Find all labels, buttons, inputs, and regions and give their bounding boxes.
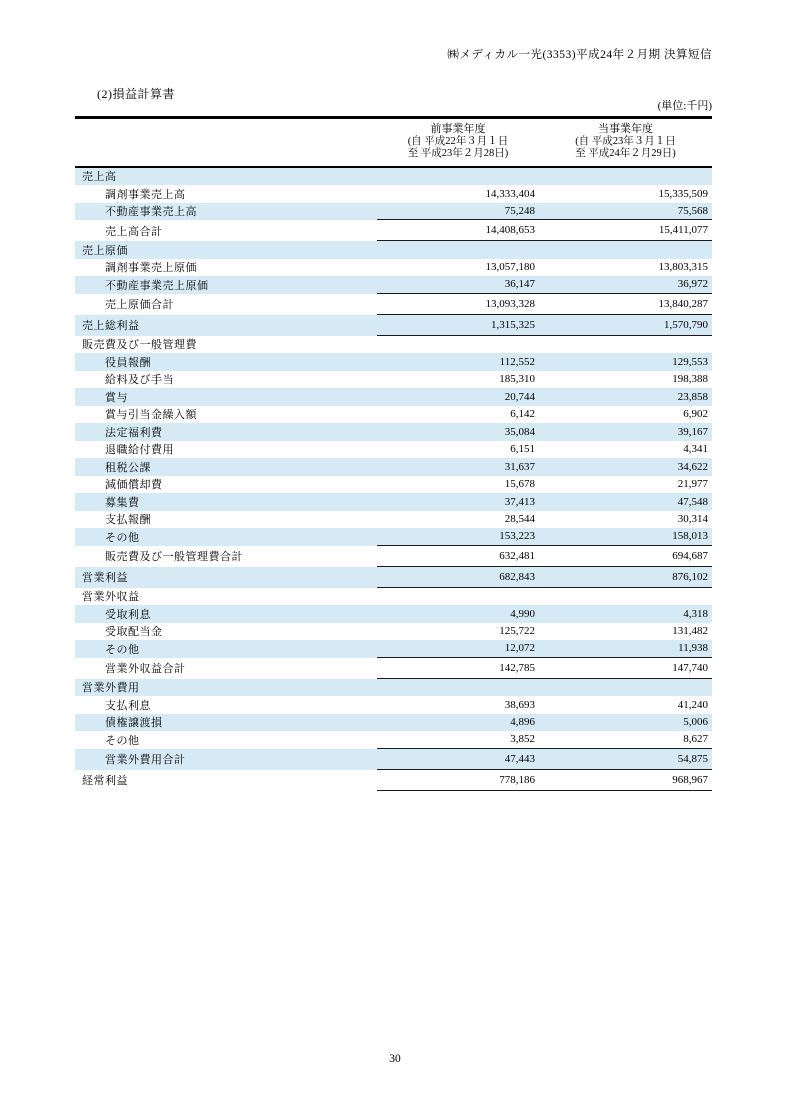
prev-year-value: 31,637 [504, 460, 535, 473]
curr-year-period-to: 至 平成24年２月29日) [575, 148, 676, 159]
curr-year-value: 11,938 [678, 642, 708, 655]
curr-year-value: 34,622 [677, 460, 708, 473]
curr-year-column-header [539, 123, 712, 161]
table-row [75, 185, 712, 203]
table-row [75, 220, 712, 241]
prev-year-value: 185,310 [499, 373, 535, 386]
row-label: その他 [105, 531, 140, 544]
prev-year-title: 前事業年度 [430, 123, 486, 135]
row-values [377, 658, 712, 679]
row-values [377, 371, 712, 389]
row-values [377, 388, 712, 406]
curr-year-value: 30,314 [677, 513, 708, 526]
curr-year-period-from: (自 平成23年３月１日 [575, 135, 676, 147]
row-label: 営業外収益 [82, 591, 140, 604]
row-label: 債権譲渡損 [105, 717, 163, 730]
row-values [377, 714, 712, 732]
document-header: ㈱メディカル一光(3353)平成24年２月期 決算短信 [447, 49, 712, 61]
row-values [377, 696, 712, 714]
prev-year-value: 14,333,404 [485, 187, 535, 200]
curr-year-value: 36,972 [677, 278, 708, 291]
row-label: 調剤事業売上原価 [105, 262, 197, 275]
row-label: 売上原価合計 [105, 299, 174, 311]
row-label: その他 [105, 643, 140, 656]
table-row [75, 696, 712, 714]
table-row [75, 770, 712, 791]
row-values [377, 168, 712, 186]
prev-year-value: 47,443 [504, 752, 535, 765]
row-values [377, 731, 712, 749]
table-header [75, 116, 712, 168]
curr-year-value: 4,318 [683, 607, 708, 620]
label-column-spacer [75, 123, 377, 161]
prev-year-value: 142,785 [499, 661, 535, 674]
income-statement-table [75, 116, 712, 791]
curr-year-value: 54,875 [677, 752, 708, 765]
table-row [75, 605, 712, 623]
table-row [75, 203, 712, 221]
table-row [75, 640, 712, 658]
table-row [75, 749, 712, 770]
curr-year-value: 131,482 [672, 625, 708, 638]
curr-year-value: 198,388 [672, 373, 708, 386]
row-label: 支払利息 [105, 699, 151, 712]
income-statement-rows [75, 168, 712, 791]
row-values [377, 567, 712, 588]
page-title: (2)損益計算書 [97, 87, 175, 101]
prev-year-value: 37,413 [504, 495, 535, 508]
prev-year-period-to: 至 平成23年２月28日) [407, 148, 509, 159]
table-row [75, 476, 712, 494]
row-values [377, 353, 712, 371]
curr-year-value: 47,548 [677, 495, 708, 508]
curr-year-value: 4,341 [683, 443, 708, 456]
row-label: 不動産事業売上原価 [105, 279, 209, 292]
table-row [75, 441, 712, 459]
row-label: 不動産事業売上高 [105, 206, 197, 219]
row-label: 販売費及び一般管理費 [82, 339, 197, 352]
row-label: 減価償却費 [105, 479, 163, 492]
row-values [377, 276, 712, 294]
table-row [75, 353, 712, 371]
table-row [75, 388, 712, 406]
table-row [75, 658, 712, 679]
table-row [75, 679, 712, 697]
table-row [75, 259, 712, 277]
table-row [75, 276, 712, 294]
row-label: 調剤事業売上高 [105, 188, 186, 201]
row-values [377, 458, 712, 476]
row-values [377, 640, 712, 658]
row-label: 経常利益 [82, 775, 128, 787]
curr-year-value: 15,411,077 [658, 224, 708, 236]
row-values [377, 749, 712, 770]
row-values [377, 203, 712, 221]
table-row [75, 371, 712, 389]
prev-year-value: 13,057,180 [485, 261, 535, 274]
row-label: 受取配当金 [105, 626, 163, 639]
prev-year-value: 12,072 [504, 642, 535, 655]
curr-year-value: 968,967 [672, 773, 708, 786]
prev-year-value: 13,093,328 [485, 297, 535, 310]
prev-year-value: 4,990 [510, 607, 535, 620]
table-row [75, 623, 712, 641]
table-row [75, 458, 712, 476]
curr-year-value: 147,740 [672, 661, 708, 674]
row-values [377, 294, 712, 315]
row-label: 売上高合計 [105, 225, 163, 238]
prev-year-value: 125,722 [499, 625, 535, 638]
row-values [377, 528, 712, 546]
row-label: 給料及び手当 [105, 374, 174, 387]
prev-year-value: 682,843 [499, 570, 535, 583]
row-label: 租税公課 [105, 461, 151, 474]
prev-year-value: 153,223 [499, 530, 535, 543]
curr-year-value: 75,568 [677, 204, 708, 217]
table-row [75, 511, 712, 529]
row-label: 営業外費用合計 [105, 754, 186, 766]
row-values [377, 336, 712, 354]
row-values [377, 185, 712, 203]
curr-year-value: 8,627 [683, 733, 708, 746]
table-row [75, 423, 712, 441]
row-values [377, 546, 712, 567]
row-values [377, 441, 712, 459]
row-label: 役員報酬 [105, 356, 151, 369]
prev-year-value: 4,896 [510, 716, 535, 729]
table-row [75, 241, 712, 259]
curr-year-value: 41,240 [677, 698, 708, 711]
row-label: 売上高 [82, 171, 117, 184]
row-label: 売上総利益 [82, 320, 140, 332]
curr-year-value: 5,006 [683, 716, 708, 729]
prev-year-value: 3,852 [510, 733, 535, 746]
curr-year-value: 21,977 [677, 478, 708, 491]
curr-year-value: 876,102 [672, 570, 708, 583]
row-values [377, 588, 712, 606]
curr-year-value: 13,803,315 [658, 261, 708, 274]
row-values [377, 493, 712, 511]
row-values [377, 315, 712, 336]
prev-year-value: 15,678 [504, 478, 535, 491]
table-row [75, 546, 712, 567]
table-row [75, 731, 712, 749]
curr-year-value: 15,335,509 [658, 187, 708, 200]
row-label: 法定福利費 [105, 426, 163, 439]
prev-year-value: 28,544 [504, 513, 535, 526]
curr-year-value: 6,902 [683, 408, 708, 421]
prev-year-value: 75,248 [504, 204, 535, 217]
row-values [377, 259, 712, 277]
table-row [75, 336, 712, 354]
curr-year-value: 694,687 [672, 549, 708, 562]
row-label: 賞与 [105, 391, 128, 404]
curr-year-value: 158,013 [672, 530, 708, 543]
curr-year-value: 1,570,790 [664, 318, 708, 331]
table-row [75, 567, 712, 588]
unit-label: (単位:千円) [657, 100, 712, 112]
row-label: 受取利息 [105, 608, 151, 621]
row-label: 営業外費用 [82, 682, 140, 695]
prev-year-value: 778,186 [499, 773, 535, 786]
row-values [377, 679, 712, 697]
row-values [377, 770, 712, 791]
table-row [75, 168, 712, 186]
table-row [75, 493, 712, 511]
row-label: 退職給付費用 [105, 444, 174, 457]
row-values [377, 220, 712, 241]
row-values [377, 423, 712, 441]
prev-year-value: 38,693 [504, 698, 535, 711]
prev-year-value: 14,408,653 [485, 224, 535, 236]
table-row [75, 315, 712, 336]
row-values [377, 406, 712, 424]
table-row [75, 294, 712, 315]
prev-year-value: 35,084 [504, 425, 535, 438]
table-row [75, 714, 712, 732]
prev-year-value: 6,142 [510, 408, 535, 421]
row-values [377, 605, 712, 623]
curr-year-title: 当事業年度 [598, 123, 653, 135]
row-values [377, 241, 712, 259]
curr-year-value: 13,840,287 [658, 297, 708, 310]
prev-year-value: 112,552 [499, 355, 535, 368]
row-label: 営業外収益合計 [105, 663, 186, 675]
table-row [75, 406, 712, 424]
row-label: 営業利益 [82, 572, 128, 584]
prev-year-value: 632,481 [499, 549, 535, 562]
curr-year-value: 23,858 [677, 390, 708, 403]
table-row [75, 588, 712, 606]
row-label: 賞与引当金繰入額 [105, 409, 197, 422]
page-number: 30 [389, 1053, 401, 1065]
curr-year-value: 39,167 [677, 425, 708, 438]
prev-year-value: 36,147 [504, 278, 535, 291]
row-label: 販売費及び一般管理費合計 [105, 551, 243, 563]
row-label: 支払報酬 [105, 514, 151, 527]
row-label: その他 [105, 734, 140, 747]
curr-year-value: 129,553 [672, 355, 708, 368]
prev-year-value: 1,315,325 [491, 318, 535, 331]
row-values [377, 511, 712, 529]
table-row [75, 528, 712, 546]
row-values [377, 476, 712, 494]
row-label: 募集費 [105, 496, 140, 509]
row-label: 売上原価 [82, 244, 128, 257]
prev-year-column-header [377, 123, 539, 161]
row-values [377, 623, 712, 641]
prev-year-value: 20,744 [504, 390, 535, 403]
prev-year-period-from: (自 平成22年３月１日 [407, 135, 509, 147]
prev-year-value: 6,151 [510, 443, 535, 456]
